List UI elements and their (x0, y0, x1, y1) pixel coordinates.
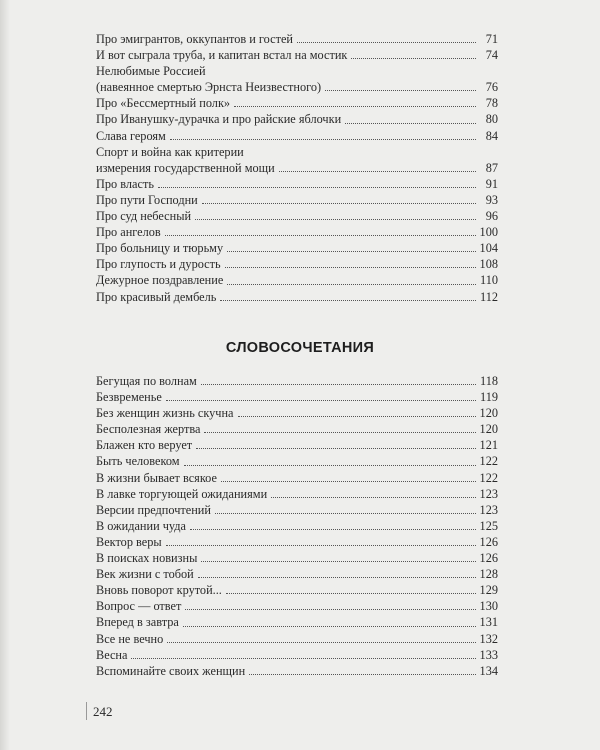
toc-entry: Блажен кто верует 121 (96, 438, 498, 453)
toc-entry: Вспоминайте своих женщин 134 (96, 663, 498, 678)
toc-entry: В ожидании чуда 125 (96, 518, 498, 533)
toc-entry: Про суд небесный 96 (96, 209, 498, 224)
toc-entry: И вот сыграла труба, и капитан встал на мостик 74 (96, 48, 498, 63)
toc-entry: (навеянное смертью Эрнста Неизвестного) 76 (96, 80, 498, 95)
toc-entry: В жизни бывает всякое 122 (96, 470, 498, 485)
toc-entry: Безвременье 119 (96, 390, 498, 405)
toc-entry: Про ангелов 100 (96, 225, 498, 240)
toc-entry: Про власть 91 (96, 176, 498, 191)
toc-entry: В лавке торгующей ожиданиями 123 (96, 486, 498, 501)
toc-entry: Бегущая по волнам 118 (96, 374, 498, 388)
toc-entry: Дежурное поздравление 110 (96, 273, 498, 288)
toc-entry: Про пути Господни 93 (96, 192, 498, 207)
page-number-rule (86, 702, 87, 720)
toc-section-2 (96, 373, 498, 679)
toc-entry: Про эмигрантов, оккупантов и гостей 71 (96, 32, 498, 46)
toc-entry: Вектор веры 126 (96, 534, 498, 549)
toc-entry: Про больницу и тюрьму 104 (96, 241, 498, 256)
toc-entry: Слава героям 84 (96, 128, 498, 143)
toc-entry: Век жизни с тобой 128 (96, 567, 498, 582)
toc-entry: Бесполезная жертва 120 (96, 422, 498, 437)
page-number: 242 (93, 704, 113, 719)
toc-section-1 (96, 31, 498, 305)
toc-entry: Про красивый дембель 112 (96, 289, 498, 304)
toc-entry: измерения государственной мощи 87 (96, 160, 498, 175)
page-spine-shadow (0, 0, 10, 750)
toc-entry: Про глупость и дурость 108 (96, 257, 498, 272)
toc-entry: Без женщин жизнь скучна 120 (96, 406, 498, 421)
toc-entry: Вновь поворот крутой... 129 (96, 583, 498, 598)
toc-entry: Спорт и война как критерии (96, 144, 244, 159)
toc-entry: Версии предпочтений 123 (96, 502, 498, 517)
toc-entry: Про «Бессмертный полк» 78 (96, 96, 498, 111)
toc-entry: Вперед в завтра 131 (96, 615, 498, 630)
toc-entry: В поисках новизны 126 (96, 551, 498, 566)
toc-entry: Вопрос — ответ 130 (96, 599, 498, 614)
section-heading: СЛОВОСОЧЕТАНИЯ (225, 340, 375, 356)
toc-entry: Про Иванушку-дурачка и про райские яблочки 80 (96, 112, 498, 127)
toc-entry: Весна 133 (96, 647, 498, 662)
toc-entry: Все не вечно 132 (96, 631, 498, 646)
toc-entry: Нелюбимые Россией (96, 64, 206, 79)
toc-entry: Быть человеком 122 (96, 454, 498, 469)
